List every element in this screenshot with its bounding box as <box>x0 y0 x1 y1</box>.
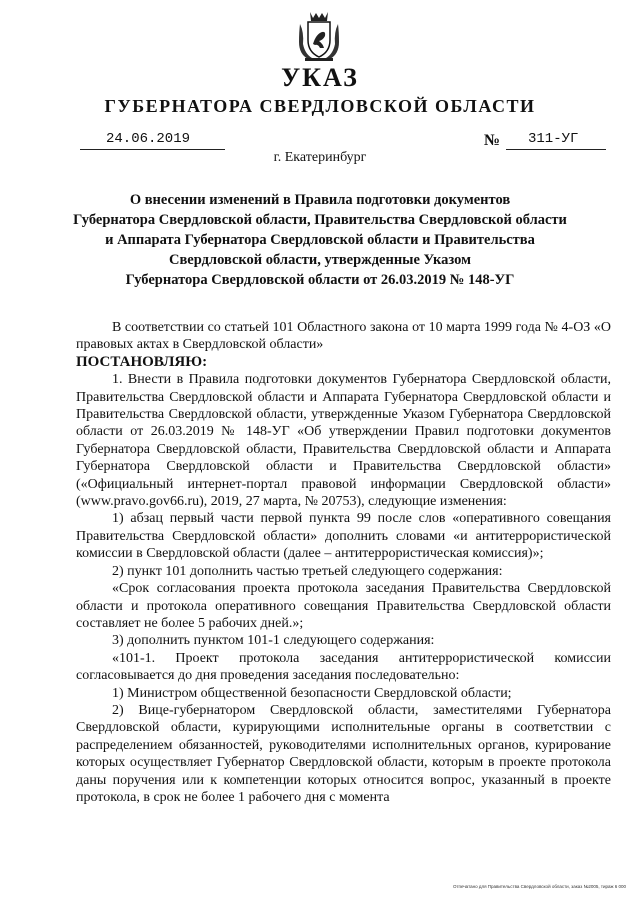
heading-line: и Аппарата Губернатора Свердловской области и Правительства <box>105 232 535 248</box>
body-paragraph: 2) пункт 101 дополнить частью третьей следующего содержания: <box>112 563 503 579</box>
resolve-heading: ПОСТАНОВЛЯЮ: <box>76 353 208 370</box>
body-paragraph: 1) абзац первый части первой пункта 99 после слов «оперативного совещания Правительства Свердловской области» дополнить словами «и антитеррористической комиссии в Свердловской области (далее – антитеррористическая комиссия)»; <box>76 511 611 562</box>
decree-subtitle: ГУБЕРНАТОРА СВЕРДЛОВСКОЙ ОБЛАСТИ <box>104 96 536 116</box>
body-paragraph: «Срок согласования проекта протокола заседания Правительства Свердловской области и протокола оперативного совещания Правительства Свердловской области составляет не более 5 рабочих дней.»; <box>76 581 611 631</box>
heading-line: Свердловской области, утвержденные Указом <box>168 252 471 268</box>
document-body <box>76 319 611 806</box>
body-paragraph: 2) Вице-губернатором Свердловской области, заместителями Губернатора Свердловской области, курирующими исполнительные органы в соответствии с распределением обязанностей, руководителями исполнительных органов, курирование которых осуществляет Губернатор Свердловской области, которым в проекте протокола даны поручения или к компетенции которых относится вопрос, указанный в проекте протокола, в срок не более 1 рабочего дня с момента <box>76 702 611 805</box>
coat-of-arms-icon <box>296 10 342 62</box>
number-sign: № <box>484 132 501 149</box>
heading-line: Губернатора Свердловской области от 26.03.2019 № 148-УГ <box>125 272 515 288</box>
decree-title: УКАЗ <box>281 63 359 92</box>
heading-line: О внесении изменений в Правила подготовки документов <box>129 192 511 208</box>
print-footer: Отпечатано для Правительства Свердловской области, заказ №2005, тираж 6 000 <box>452 884 626 889</box>
heading-line: Губернатора Свердловской области, Правительства Свердловской области <box>73 212 567 228</box>
decree-city: г. Екатеринбург <box>273 150 367 165</box>
preamble-paragraph: В соответствии со статьей 101 Областного закона от 10 марта 1999 года № 4-ОЗ «О правовых актах в Свердловской области» <box>76 320 611 353</box>
body-paragraph: 1. Внести в Правила подготовки документов Губернатора Свердловской области, Правительства Свердловской области и Аппарата Губернатора Свердловской области и Правительства Свердловской области, утвержденные Указом Губернатора Свердловской области от 26.03.2019 № 148-УГ «Об утверждении Правил подготовки документов Губернатора Свердловской области, Правительства Свердловской области и Аппарата Губернатора Свердловской области и Правительства Свердловской области» («Официальный интернет-портал правовой информации Свердловской области» (www.pravo.gov66.ru), 2019, 27 марта, № 20753), следующие изменения: <box>76 372 611 510</box>
body-paragraph: «101-1. Проект протокола заседания антитеррористической комиссии согласовывается до дня проведения заседания последовательно: <box>76 650 611 684</box>
document-heading <box>40 190 600 290</box>
body-paragraph: 3) дополнить пунктом 101-1 следующего содержания: <box>112 633 435 649</box>
decree-date: 24.06.2019 <box>106 131 191 147</box>
body-paragraph: 1) Министром общественной безопасности Свердловской области; <box>112 685 512 701</box>
decree-number: 311-УГ <box>528 131 579 147</box>
